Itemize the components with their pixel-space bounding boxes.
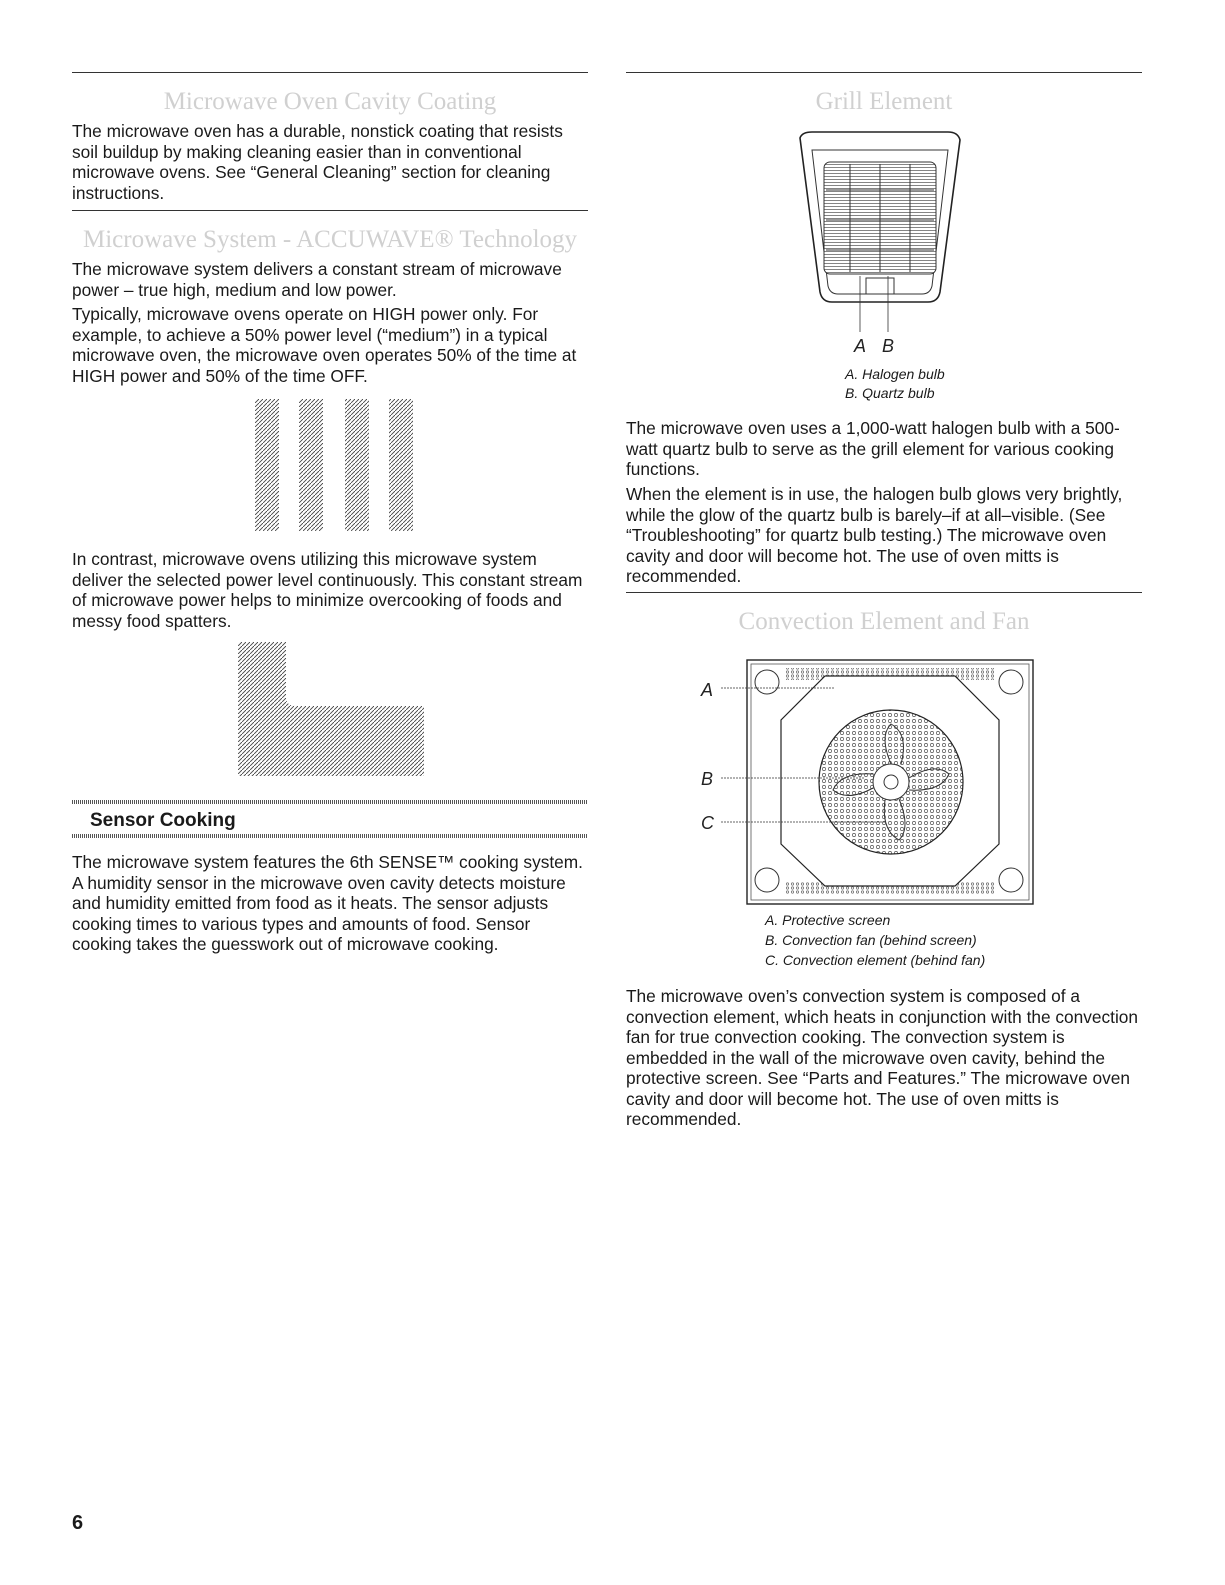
power-pulse-bar xyxy=(345,399,369,531)
convection-heading: Convection Element and Fan xyxy=(738,608,1030,635)
grill-element-diagram xyxy=(790,130,970,370)
section-rule xyxy=(72,210,588,211)
section-rule xyxy=(626,72,1142,73)
grill-label-a: A xyxy=(854,336,867,356)
sensor-cooking-heading: Sensor Cooking xyxy=(90,810,236,831)
corner-screw-icon xyxy=(999,868,1023,892)
system-paragraph-3: In contrast, microwave ovens utilizing this microwave system deliver the selected power level continuously. This constant stream of microwave power helps to minimize overcooking of foods and messy food spatters. xyxy=(72,549,583,631)
corner-screw-icon xyxy=(755,868,779,892)
grill-heading: Grill Element xyxy=(815,88,953,115)
grill-paragraph-1: The microwave oven uses a 1,000-watt halogen bulb with a 500-watt quartz bulb to serve as the grill element for various cooking functions. xyxy=(626,418,1120,479)
system-paragraph-1: The microwave system delivers a constant stream of microwave power – true high, medium and low power. xyxy=(72,259,562,300)
pulsed-power-illustration xyxy=(255,395,415,535)
convection-caption-b: B. Convection fan (behind screen) xyxy=(765,932,977,948)
grill-caption-b: B. Quartz bulb xyxy=(845,385,935,401)
power-pulse-bar xyxy=(389,399,413,531)
sensor-text: The microwave system features the 6th SENSE™ cooking system. A humidity sensor in the microwave oven cavity detects moisture and humidity emitted from food as it heats. The sensor adjusts cooking times to various types and amounts of food. Sensor cooking takes the guesswork out of microwave cooking. xyxy=(72,852,583,954)
continuous-power-shape xyxy=(238,642,424,776)
convection-label-b: B xyxy=(701,769,714,789)
convection-label-a: A xyxy=(701,680,714,700)
continuous-power-illustration xyxy=(238,642,424,776)
power-pulse-bar xyxy=(255,399,279,531)
convection-caption-a: A. Protective screen xyxy=(765,912,891,928)
convection-text: The microwave oven’s convection system is composed of a convection element, which heats in conjunction with the convection fan for true convection cooking. The convection system is embedded in the wall of the microwave oven cavity, behind the protective screen. See “Parts and Features.” The microwave oven cavity and door will become hot. The use of oven mitts is recommended. xyxy=(626,986,1139,1129)
quartz-bulb-icon xyxy=(866,278,894,294)
power-pulse-bar xyxy=(299,399,323,531)
halogen-bulb-icon xyxy=(824,162,936,274)
corner-screw-icon xyxy=(999,670,1023,694)
convection-diagram xyxy=(695,658,1040,908)
coating-text: The microwave oven has a durable, nonstick coating that resists soil buildup by making cleaning easier than in conventional microwave ovens. See “General Cleaning” section for cleaning instructions. xyxy=(72,121,563,203)
section-rule xyxy=(72,72,588,73)
dotted-rule xyxy=(72,834,588,838)
convection-label-c: C xyxy=(701,813,714,833)
system-heading: Microwave System - ACCUWAVE® Technology xyxy=(82,226,578,253)
system-paragraph-2: Typically, microwave ovens operate on HIGH power only. For example, to achieve a 50% power level (“medium”) in a typical microwave oven, the microwave oven operates 50% of the time at HIGH power and 50% of the time OFF. xyxy=(72,304,577,386)
grill-paragraph-2: When the element is in use, the halogen bulb glows very brightly, while the glow of the quartz bulb is barely–if at all–visible. (See “Troubleshooting” for quartz bulb testing.) The microwave oven cavity and door will become hot. The use of oven mitts is recommended. xyxy=(626,484,1123,586)
section-rule xyxy=(626,592,1142,593)
convection-caption-c: C. Convection element (behind fan) xyxy=(765,952,986,968)
coating-heading: Microwave Oven Cavity Coating xyxy=(163,88,497,115)
dotted-rule xyxy=(72,800,588,804)
page-number: 6 xyxy=(72,1512,84,1534)
corner-screw-icon xyxy=(755,670,779,694)
grill-caption-a: A. Halogen bulb xyxy=(845,366,945,382)
grill-label-b: B xyxy=(882,336,895,356)
